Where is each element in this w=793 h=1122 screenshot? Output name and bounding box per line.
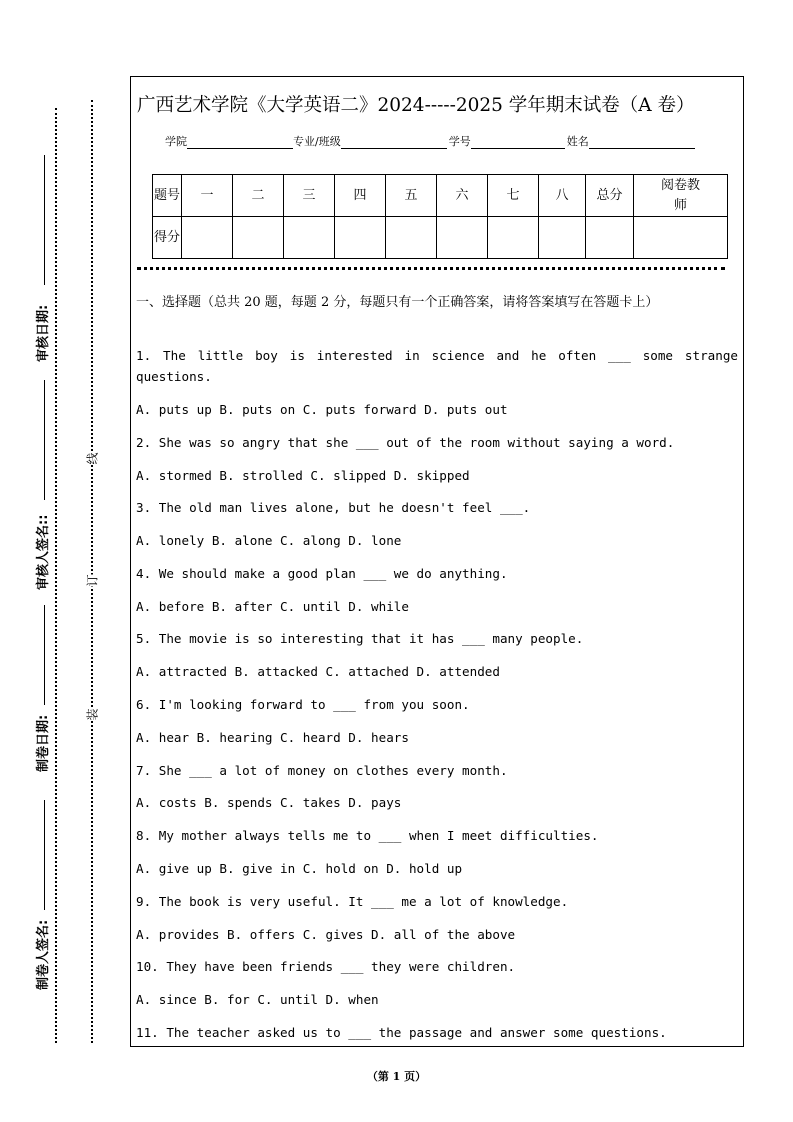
name-field[interactable] — [589, 136, 695, 149]
col-2: 二 — [233, 175, 284, 217]
options-6: A. hear B. hearing C. heard D. hears — [136, 730, 409, 745]
question-10: 10. They have been friends ___ they were children. — [136, 959, 516, 974]
paper-maker-sign-label: 制卷人签名: — [36, 919, 51, 990]
score-cell[interactable] — [437, 217, 488, 259]
major-field[interactable] — [341, 136, 447, 149]
review-date-line — [44, 155, 45, 285]
score-cell[interactable] — [586, 217, 634, 259]
paper-maker-sign-line — [44, 800, 45, 910]
section-heading: 一、选择题（总共 20 题，每题 2 分，每题只有一个正确答案，请将答案填写在答题卡上） — [136, 295, 659, 310]
options-1: A. puts up B. puts on C. puts forward D. puts out — [136, 402, 508, 417]
score-cell[interactable] — [335, 217, 386, 259]
options-8: A. give up B. give in C. hold on D. hold up — [136, 861, 463, 876]
col-8: 八 — [539, 175, 586, 217]
question-2: 2. She was so angry that she ___ out of the room without saying a word. — [136, 435, 675, 450]
score-cell[interactable] — [634, 217, 728, 259]
outer-dotted-line — [55, 108, 57, 1043]
student-id-field[interactable] — [471, 136, 565, 149]
page-number: （第 1 页） — [366, 1070, 427, 1083]
section-divider — [137, 267, 725, 270]
review-date-label: 审核日期: — [36, 304, 51, 362]
exam-frame — [130, 76, 744, 1047]
bind-char-ding: 订 — [85, 574, 100, 587]
score-table — [152, 174, 728, 259]
question-1: 1. The little boy is interested in science and he often ___ some strange questions. — [136, 348, 738, 384]
col-5: 五 — [386, 175, 437, 217]
reviewer-sign-label: 审核人签名:: — [36, 514, 51, 590]
col-1: 一 — [182, 175, 233, 217]
bind-char-zhuang: 装 — [85, 708, 100, 721]
bind-char-line: 线 — [85, 452, 100, 465]
question-3: 3. The old man lives alone, but he doesn't feel ___. — [136, 500, 531, 515]
score-cell[interactable] — [539, 217, 586, 259]
college-label: 学院 — [165, 135, 187, 148]
col-6: 六 — [437, 175, 488, 217]
options-4: A. before B. after C. until D. while — [136, 599, 409, 614]
options-2: A. stormed B. strolled C. slipped D. skipped — [136, 468, 470, 483]
college-field[interactable] — [187, 136, 293, 149]
options-3: A. lonely B. alone C. along D. lone — [136, 533, 402, 548]
score-cell[interactable] — [233, 217, 284, 259]
score-cell[interactable] — [284, 217, 335, 259]
paper-date-label: 制卷日期: — [36, 714, 51, 772]
binding-dotted-line — [91, 100, 93, 1043]
row-label-score: 得分 — [153, 217, 182, 259]
name-label: 姓名 — [566, 135, 589, 148]
paper-date-line — [44, 605, 45, 705]
col-3: 三 — [284, 175, 335, 217]
question-11: 11. The teacher asked us to ___ the passage and answer some questions. — [136, 1025, 667, 1040]
score-table-header-row — [153, 175, 728, 217]
question-9: 9. The book is very useful. It ___ me a lot of knowledge. — [136, 894, 569, 909]
reviewer-sign-line — [44, 380, 45, 500]
question-4: 4. We should make a good plan ___ we do anything. — [136, 566, 508, 581]
score-cell[interactable] — [386, 217, 437, 259]
page-title: 广西艺术学院《大学英语二》2024-----2025 学年期末试卷（A 卷） — [137, 95, 695, 116]
col-4: 四 — [335, 175, 386, 217]
col-total: 总分 — [586, 175, 634, 217]
col-7: 七 — [488, 175, 539, 217]
score-table-score-row — [153, 217, 728, 259]
question-7: 7. She ___ a lot of money on clothes every month. — [136, 763, 508, 778]
options-7: A. costs B. spends C. takes D. pays — [136, 795, 402, 810]
score-cell[interactable] — [182, 217, 233, 259]
options-5: A. attracted B. attacked C. attached D. attended — [136, 664, 500, 679]
options-10: A. since B. for C. until D. when — [136, 992, 379, 1007]
row-label-question: 题号 — [153, 175, 182, 217]
major-label: 专业/班级 — [293, 135, 341, 148]
options-9: A. provides B. offers C. gives D. all of the above — [136, 927, 516, 942]
student-info-row — [165, 133, 695, 149]
col-reviewer: 阅卷教师 — [634, 175, 728, 217]
question-8: 8. My mother always tells me to ___ when I meet difficulties. — [136, 828, 599, 843]
question-6: 6. I'm looking forward to ___ from you soon. — [136, 697, 470, 712]
score-cell[interactable] — [488, 217, 539, 259]
question-5: 5. The movie is so interesting that it has ___ many people. — [136, 631, 584, 646]
student-id-label: 学号 — [448, 135, 471, 148]
